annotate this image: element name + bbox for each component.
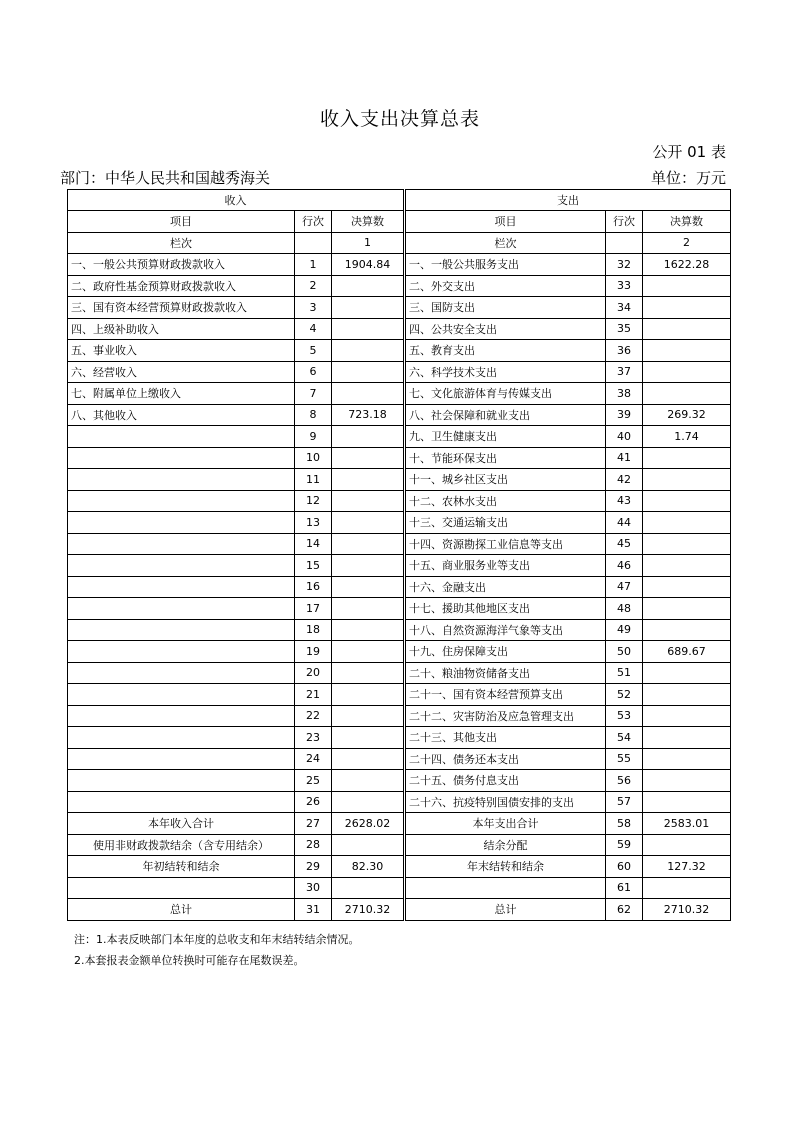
income-amount — [332, 426, 405, 448]
income-amount: 2628.02 — [332, 813, 405, 835]
income-line-no: 1 — [295, 254, 332, 276]
income-amount — [332, 447, 405, 469]
income-column-row-label: 栏次 — [68, 232, 295, 254]
expense-item: 八、社会保障和就业支出 — [405, 404, 606, 426]
income-amount — [332, 598, 405, 620]
income-item — [68, 748, 295, 770]
expense-section-header: 支出 — [405, 190, 731, 211]
table-row — [68, 598, 731, 620]
expense-column-blank — [606, 232, 643, 254]
table-row — [68, 318, 731, 340]
expense-item: 一、一般公共服务支出 — [405, 254, 606, 276]
expense-amount: 2583.01 — [643, 813, 731, 835]
expense-amount — [643, 684, 731, 706]
expense-line-no: 60 — [606, 856, 643, 878]
expense-amount — [643, 297, 731, 319]
income-amount — [332, 641, 405, 663]
expense-item — [405, 877, 606, 899]
income-line-no: 27 — [295, 813, 332, 835]
expense-line-no: 44 — [606, 512, 643, 534]
income-line-no: 6 — [295, 361, 332, 383]
income-item: 二、政府性基金预算财政拨款收入 — [68, 275, 295, 297]
income-line-no: 12 — [295, 490, 332, 512]
table-row — [68, 426, 731, 448]
department-label: 部门：中华人民共和国越秀海关 — [60, 169, 271, 187]
expense-amount — [643, 877, 731, 899]
income-item: 六、经营收入 — [68, 361, 295, 383]
income-line-no: 31 — [295, 899, 332, 921]
expense-item: 九、卫生健康支出 — [405, 426, 606, 448]
expense-line-no: 35 — [606, 318, 643, 340]
expense-item: 二十一、国有资本经营预算支出 — [405, 684, 606, 706]
expense-item: 二十、粮油物资储备支出 — [405, 662, 606, 684]
income-amount — [332, 684, 405, 706]
table-row — [68, 770, 731, 792]
income-line-no: 22 — [295, 705, 332, 727]
income-column-number: 1 — [332, 232, 405, 254]
expense-amount — [643, 383, 731, 405]
income-amount — [332, 555, 405, 577]
expense-item: 五、教育支出 — [405, 340, 606, 362]
income-item: 使用非财政拨款结余（含专用结余） — [68, 834, 295, 856]
expense-line-no: 48 — [606, 598, 643, 620]
income-item-header: 项目 — [68, 211, 295, 233]
expense-item: 十九、住房保障支出 — [405, 641, 606, 663]
income-amount: 723.18 — [332, 404, 405, 426]
expense-line-no: 37 — [606, 361, 643, 383]
table-row — [68, 383, 731, 405]
income-item — [68, 684, 295, 706]
expense-line-no: 32 — [606, 254, 643, 276]
note-2: 2.本套报表金额单位转换时可能存在尾数误差。 — [74, 954, 305, 967]
income-item — [68, 727, 295, 749]
notes — [74, 929, 360, 971]
table-row — [68, 447, 731, 469]
expense-line-no: 46 — [606, 555, 643, 577]
income-amount — [332, 490, 405, 512]
expense-item: 三、国防支出 — [405, 297, 606, 319]
expense-line-no: 54 — [606, 727, 643, 749]
income-item: 四、上级补助收入 — [68, 318, 295, 340]
table-row — [68, 791, 731, 813]
summary-row — [68, 856, 731, 878]
expense-item: 七、文化旅游体育与传媒支出 — [405, 383, 606, 405]
expense-amount — [643, 705, 731, 727]
table-row — [68, 748, 731, 770]
page-title: 收入支出决算总表 — [319, 108, 480, 130]
income-line-no: 2 — [295, 275, 332, 297]
expense-item-header: 项目 — [405, 211, 606, 233]
expense-amount — [643, 576, 731, 598]
table-row — [68, 404, 731, 426]
income-amount — [332, 705, 405, 727]
table-row — [68, 490, 731, 512]
expense-line-no: 56 — [606, 770, 643, 792]
income-amount — [332, 318, 405, 340]
income-line-no: 16 — [295, 576, 332, 598]
expense-line-no: 43 — [606, 490, 643, 512]
expense-amount — [643, 555, 731, 577]
expense-item: 结余分配 — [405, 834, 606, 856]
table-row — [68, 512, 731, 534]
expense-line-no: 50 — [606, 641, 643, 663]
expense-line-no: 38 — [606, 383, 643, 405]
income-item — [68, 770, 295, 792]
income-amount — [332, 619, 405, 641]
expense-amount — [643, 447, 731, 469]
income-line-no: 10 — [295, 447, 332, 469]
income-line-no: 28 — [295, 834, 332, 856]
income-amount: 1904.84 — [332, 254, 405, 276]
expense-amount — [643, 490, 731, 512]
income-item: 三、国有资本经营预算财政拨款收入 — [68, 297, 295, 319]
income-item — [68, 490, 295, 512]
table-row — [68, 576, 731, 598]
expense-amount: 269.32 — [643, 404, 731, 426]
expense-amount: 2710.32 — [643, 899, 731, 921]
expense-item: 年末结转和结余 — [405, 856, 606, 878]
expense-line-no: 39 — [606, 404, 643, 426]
expense-column-row-label: 栏次 — [405, 232, 606, 254]
income-item — [68, 877, 295, 899]
expense-line-no: 59 — [606, 834, 643, 856]
expense-item: 二十五、债务付息支出 — [405, 770, 606, 792]
table-body — [68, 254, 731, 813]
income-item — [68, 469, 295, 491]
income-amount-header: 决算数 — [332, 211, 405, 233]
expense-column-number: 2 — [643, 232, 731, 254]
income-item — [68, 791, 295, 813]
form-number: 公开 01 表 — [652, 143, 726, 161]
note-1: 注：1.本表反映部门本年度的总收支和年末结转结余情况。 — [74, 933, 360, 946]
table-row — [68, 533, 731, 555]
expense-amount — [643, 275, 731, 297]
expense-item: 六、科学技术支出 — [405, 361, 606, 383]
expense-line-no: 53 — [606, 705, 643, 727]
income-column-blank — [295, 232, 332, 254]
table-row — [68, 297, 731, 319]
income-item — [68, 533, 295, 555]
expense-line-no: 57 — [606, 791, 643, 813]
expense-item: 十六、金融支出 — [405, 576, 606, 598]
expense-amount — [643, 533, 731, 555]
expense-line-no: 36 — [606, 340, 643, 362]
income-item — [68, 619, 295, 641]
summary-row — [68, 899, 731, 921]
income-line-no: 14 — [295, 533, 332, 555]
income-item — [68, 512, 295, 534]
income-expense-table — [67, 189, 731, 921]
section-header-row — [68, 190, 731, 211]
income-item: 总计 — [68, 899, 295, 921]
table-row — [68, 361, 731, 383]
expense-amount — [643, 662, 731, 684]
income-amount — [332, 275, 405, 297]
expense-item: 二十六、抗疫特别国债安排的支出 — [405, 791, 606, 813]
expense-amount — [643, 619, 731, 641]
expense-item: 二十四、债务还本支出 — [405, 748, 606, 770]
expense-line-no: 52 — [606, 684, 643, 706]
income-amount — [332, 533, 405, 555]
expense-line-no: 55 — [606, 748, 643, 770]
expense-amount — [643, 318, 731, 340]
expense-item: 十七、援助其他地区支出 — [405, 598, 606, 620]
income-amount — [332, 576, 405, 598]
income-item: 年初结转和结余 — [68, 856, 295, 878]
income-amount: 2710.32 — [332, 899, 405, 921]
income-line-no: 9 — [295, 426, 332, 448]
income-line-no: 11 — [295, 469, 332, 491]
income-item — [68, 598, 295, 620]
income-item — [68, 662, 295, 684]
expense-line-no: 34 — [606, 297, 643, 319]
expense-line-no: 58 — [606, 813, 643, 835]
income-item — [68, 447, 295, 469]
expense-amount — [643, 770, 731, 792]
income-amount: 82.30 — [332, 856, 405, 878]
income-line-no: 21 — [295, 684, 332, 706]
expense-line-no: 42 — [606, 469, 643, 491]
expense-amount — [643, 727, 731, 749]
income-line-no: 29 — [295, 856, 332, 878]
column-header-row — [68, 211, 731, 233]
table-row — [68, 684, 731, 706]
expense-item: 十五、商业服务业等支出 — [405, 555, 606, 577]
table-row — [68, 705, 731, 727]
table-row — [68, 641, 731, 663]
table-row — [68, 254, 731, 276]
income-amount — [332, 877, 405, 899]
income-line-no: 8 — [295, 404, 332, 426]
income-amount — [332, 512, 405, 534]
expense-amount: 127.32 — [643, 856, 731, 878]
column-number-row — [68, 232, 731, 254]
income-item: 一、一般公共预算财政拨款收入 — [68, 254, 295, 276]
income-item: 八、其他收入 — [68, 404, 295, 426]
expense-amount — [643, 598, 731, 620]
expense-amount — [643, 512, 731, 534]
income-item — [68, 705, 295, 727]
income-line-no: 3 — [295, 297, 332, 319]
expense-line-no: 61 — [606, 877, 643, 899]
unit-label: 单位：万元 — [650, 169, 726, 187]
income-amount — [332, 340, 405, 362]
table-row — [68, 619, 731, 641]
expense-amount: 1622.28 — [643, 254, 731, 276]
income-line-no: 13 — [295, 512, 332, 534]
income-section-header: 收入 — [68, 190, 405, 211]
expense-line-no: 41 — [606, 447, 643, 469]
income-amount — [332, 662, 405, 684]
expense-line-header: 行次 — [606, 211, 643, 233]
expense-amount — [643, 791, 731, 813]
income-amount — [332, 727, 405, 749]
expense-amount — [643, 469, 731, 491]
expense-item: 二十三、其他支出 — [405, 727, 606, 749]
table-row — [68, 555, 731, 577]
income-amount — [332, 469, 405, 491]
income-amount — [332, 791, 405, 813]
income-line-no: 26 — [295, 791, 332, 813]
income-line-no: 20 — [295, 662, 332, 684]
expense-item: 十一、城乡社区支出 — [405, 469, 606, 491]
expense-item: 二、外交支出 — [405, 275, 606, 297]
income-amount — [332, 297, 405, 319]
income-item — [68, 426, 295, 448]
income-line-no: 23 — [295, 727, 332, 749]
expense-line-no: 49 — [606, 619, 643, 641]
income-amount — [332, 834, 405, 856]
expense-line-no: 62 — [606, 899, 643, 921]
expense-item: 十八、自然资源海洋气象等支出 — [405, 619, 606, 641]
expense-item: 十二、农林水支出 — [405, 490, 606, 512]
expense-item: 二十二、灾害防治及应急管理支出 — [405, 705, 606, 727]
expense-amount — [643, 361, 731, 383]
expense-amount — [643, 748, 731, 770]
table-row — [68, 469, 731, 491]
expense-amount — [643, 340, 731, 362]
income-line-no: 17 — [295, 598, 332, 620]
expense-item: 本年支出合计 — [405, 813, 606, 835]
summary-row — [68, 877, 731, 899]
expense-item: 十四、资源勘探工业信息等支出 — [405, 533, 606, 555]
expense-amount-header: 决算数 — [643, 211, 731, 233]
income-line-header: 行次 — [295, 211, 332, 233]
expense-line-no: 51 — [606, 662, 643, 684]
expense-item: 总计 — [405, 899, 606, 921]
income-amount — [332, 361, 405, 383]
expense-item: 十三、交通运输支出 — [405, 512, 606, 534]
income-item: 五、事业收入 — [68, 340, 295, 362]
table-summary — [68, 813, 731, 921]
table-row — [68, 662, 731, 684]
income-item — [68, 555, 295, 577]
table-row — [68, 275, 731, 297]
table-row — [68, 340, 731, 362]
income-item: 本年收入合计 — [68, 813, 295, 835]
expense-line-no: 33 — [606, 275, 643, 297]
expense-line-no: 47 — [606, 576, 643, 598]
income-line-no: 18 — [295, 619, 332, 641]
income-line-no: 30 — [295, 877, 332, 899]
expense-item: 四、公共安全支出 — [405, 318, 606, 340]
expense-amount — [643, 834, 731, 856]
expense-amount: 1.74 — [643, 426, 731, 448]
income-amount — [332, 748, 405, 770]
income-line-no: 7 — [295, 383, 332, 405]
income-item: 七、附属单位上缴收入 — [68, 383, 295, 405]
income-item — [68, 576, 295, 598]
income-amount — [332, 383, 405, 405]
income-line-no: 4 — [295, 318, 332, 340]
table-row — [68, 727, 731, 749]
income-item — [68, 641, 295, 663]
expense-item: 十、节能环保支出 — [405, 447, 606, 469]
summary-row — [68, 813, 731, 835]
expense-line-no: 40 — [606, 426, 643, 448]
income-line-no: 24 — [295, 748, 332, 770]
summary-row — [68, 834, 731, 856]
income-line-no: 15 — [295, 555, 332, 577]
expense-line-no: 45 — [606, 533, 643, 555]
income-line-no: 5 — [295, 340, 332, 362]
income-line-no: 19 — [295, 641, 332, 663]
income-line-no: 25 — [295, 770, 332, 792]
income-amount — [332, 770, 405, 792]
expense-amount: 689.67 — [643, 641, 731, 663]
